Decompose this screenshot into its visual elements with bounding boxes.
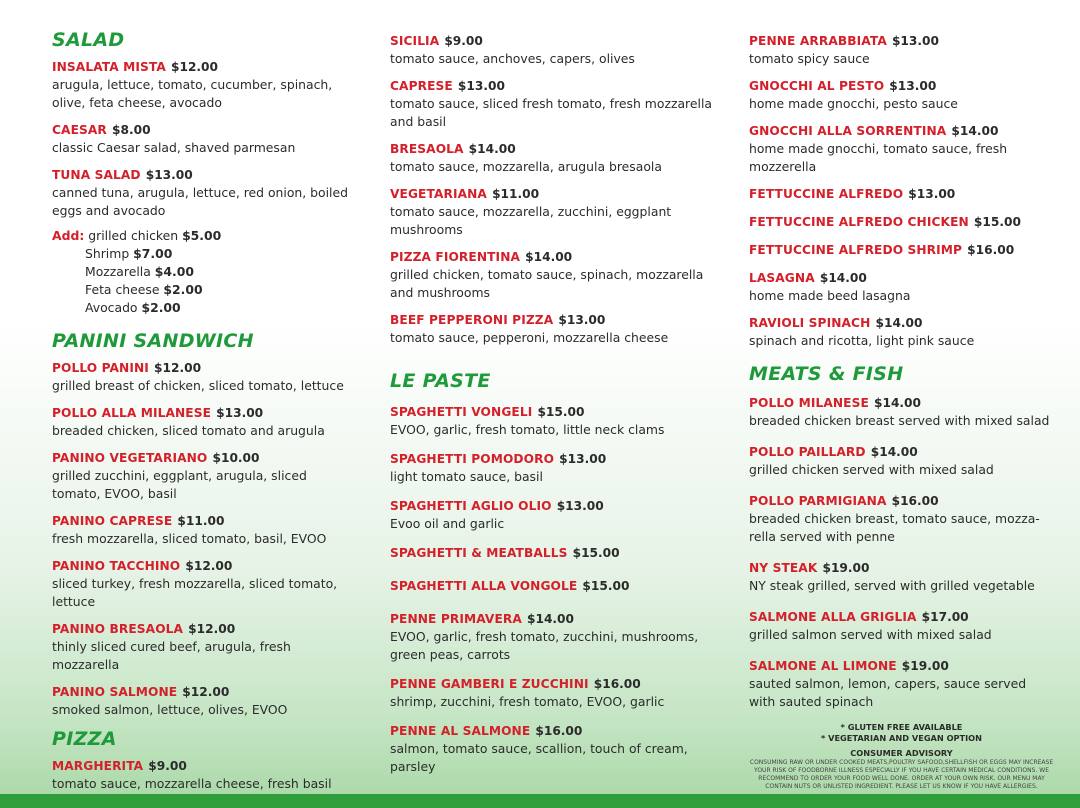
item-price: $19.00 — [822, 561, 870, 575]
menu-item — [390, 309, 720, 347]
item-name: PENNE AL SALMONE — [390, 724, 531, 738]
menu-item — [749, 75, 1054, 113]
menu-item — [52, 56, 352, 112]
addon-text: grilled chicken — [88, 228, 179, 243]
item-price: $8.00 — [112, 123, 151, 137]
menu-item — [749, 557, 1054, 595]
item-price: $14.00 — [873, 396, 922, 410]
menu-item — [390, 673, 720, 711]
item-description: grilled breast of chicken, sliced tomato, lettuce — [52, 378, 344, 393]
item-price: $13.00 — [559, 452, 607, 466]
top-strip — [0, 0, 1080, 6]
item-name: PANINO BRESAOLA — [52, 622, 184, 636]
addon-price: $7.00 — [133, 246, 173, 261]
menu-item — [52, 402, 352, 440]
menu-item — [390, 608, 720, 664]
item-name: GNOCCHI ALLA SORRENTINA — [749, 124, 947, 138]
item-name: RAVIOLI SPINACH — [749, 316, 871, 330]
menu-item — [749, 30, 1054, 68]
item-description: EVOO, garlic, fresh tomato, zucchini, mushrooms, green peas, carrots — [390, 629, 699, 662]
item-name: PIZZA FIORENTINA — [390, 250, 521, 264]
item-price: $13.00 — [216, 406, 264, 420]
section-title-le-paste: LE PASTE — [390, 370, 491, 392]
item-name: PANINO CAPRESE — [52, 514, 173, 528]
item-description: NY steak grilled, served with grilled vegetable — [749, 578, 1035, 593]
addon-price: $2.00 — [141, 300, 181, 315]
menu-item — [390, 138, 720, 176]
item-price: $16.00 — [535, 724, 583, 738]
item-price: $9.00 — [444, 34, 483, 48]
item-description: sliced turkey, fresh mozzarella, sliced tomato, lettuce — [52, 576, 338, 609]
item-price: $14.00 — [819, 271, 867, 285]
section-title-pizza: PIZZA — [52, 728, 117, 750]
menu-item — [749, 183, 1054, 203]
item-price: $15.00 — [537, 405, 585, 419]
menu-item — [749, 312, 1054, 350]
menu-item — [52, 618, 352, 674]
menu-item — [390, 401, 720, 439]
item-price: $14.00 — [951, 124, 999, 138]
consumer-advisory-title: CONSUMER ADVISORY — [850, 748, 953, 758]
item-description: grilled salmon served with mixed salad — [749, 627, 992, 642]
item-description: grilled chicken served with mixed salad — [749, 462, 994, 477]
menu-notes — [749, 722, 1054, 791]
item-name: VEGETARIANA — [390, 187, 487, 201]
item-name: PENNE ARRABBIATA — [749, 34, 887, 48]
item-price: $13.00 — [457, 79, 505, 93]
item-price: $14.00 — [875, 316, 923, 330]
consumer-advisory-text: CONSUMING RAW OR UNDER COOKED MEATS,POULTRY SAFOOD,SHELLFISH OR EGGS MAY INCREASE YOUR RISK OF FOODBORNE ILLNESS ESPECIALLY IF YOU HAVE CERTAIN MEDICAL CONDITIONS. WE RECOMMEND TO ORDER YOUR FOOD WELL DONE. ORDER AT YOUR OWN RISK. OUR MENU MAY CONTAIN NUTS OR UNLISTED INGREDIENT. PLEASE LET US KNOW IF YOU HAVE ALLERGIES. — [749, 759, 1054, 790]
salad-addons — [52, 227, 352, 317]
item-description: tomato sauce, sliced fresh tomato, fresh mozzarella and basil — [390, 96, 712, 129]
item-name: CAESAR — [52, 123, 107, 137]
item-name: POLLO PAILLARD — [749, 445, 866, 459]
menu-item — [52, 755, 352, 793]
item-price: $13.00 — [556, 499, 604, 513]
section-title-meats-fish: MEATS & FISH — [749, 363, 904, 385]
panini-list — [52, 357, 352, 719]
item-price: $12.00 — [188, 622, 236, 636]
item-price: $12.00 — [182, 685, 230, 699]
item-price: $13.00 — [908, 187, 956, 201]
item-price: $16.00 — [891, 494, 939, 508]
item-price: $11.00 — [177, 514, 225, 528]
item-description: salmon, tomato sauce, scallion, touch of cream, parsley — [390, 741, 688, 774]
bottom-band — [0, 794, 1080, 808]
menu-item — [749, 120, 1054, 176]
item-description: breaded chicken breast served with mixed salad — [749, 413, 1050, 428]
item-description: thinly sliced cured beef, arugula, fresh mozzarella — [52, 639, 291, 672]
addon-text: Avocado — [85, 300, 138, 315]
item-description: smoked salmon, lettuce, olives, EVOO — [52, 702, 288, 717]
item-description: tomato sauce, anchoves, capers, olives — [390, 51, 635, 66]
section-title-salad: SALAD — [52, 29, 125, 51]
item-name: CAPRESE — [390, 79, 453, 93]
item-description: shrimp, zucchini, fresh tomato, EVOO, garlic — [390, 694, 665, 709]
item-price: $12.00 — [154, 361, 202, 375]
gluten-free-note: * GLUTEN FREE AVAILABLE — [840, 722, 963, 732]
item-price: $16.00 — [593, 677, 641, 691]
menu-item — [749, 655, 1054, 711]
item-name: SPAGHETTI AGLIO OLIO — [390, 499, 552, 513]
item-name: SALMONE AL LIMONE — [749, 659, 897, 673]
menu-item — [390, 75, 720, 131]
item-price: $13.00 — [558, 313, 606, 327]
item-name: PENNE PRIMAVERA — [390, 612, 522, 626]
item-name: FETTUCCINE ALFREDO SHRIMP — [749, 243, 963, 257]
item-price: $9.00 — [148, 759, 187, 773]
pizza-list-continued — [390, 30, 720, 347]
section-title-panini: PANINI SANDWICH — [52, 330, 254, 352]
item-description: grilled chicken, tomato sauce, spinach, mozzarella and mushrooms — [390, 267, 704, 300]
item-price: $14.00 — [525, 250, 573, 264]
item-price: $16.00 — [967, 243, 1015, 257]
menu-item — [749, 239, 1054, 259]
item-name: PANINO SALMONE — [52, 685, 178, 699]
item-description: light tomato sauce, basil — [390, 469, 543, 484]
addon-price: $5.00 — [182, 228, 222, 243]
item-price: $13.00 — [145, 168, 193, 182]
item-description: tomato sauce, mozzarella cheese, fresh basil — [52, 776, 332, 791]
item-description: tomato spicy sauce — [749, 51, 870, 66]
item-price: $12.00 — [170, 60, 219, 74]
item-description: spinach and ricotta, light pink sauce — [749, 333, 975, 348]
item-name: BRESAOLA — [390, 142, 464, 156]
menu-item — [52, 164, 352, 220]
item-price: $19.00 — [901, 659, 949, 673]
item-price: $13.00 — [891, 34, 939, 48]
item-description: sauted salmon, lemon, capers, sauce served with sauted spinach — [749, 676, 1027, 709]
addon-text: Shrimp — [85, 246, 130, 261]
item-price: $10.00 — [212, 451, 260, 465]
addon-price: $2.00 — [163, 282, 203, 297]
item-name: LASAGNA — [749, 271, 815, 285]
item-description: tomato sauce, mozzarella, arugula bresaola — [390, 159, 662, 174]
item-name: NY STEAK — [749, 561, 818, 575]
menu-column-1 — [52, 20, 352, 800]
menu-item — [749, 392, 1054, 430]
item-name: POLLO PARMIGIANA — [749, 494, 887, 508]
item-description: tomato sauce, pepperoni, mozzarella cheese — [390, 330, 669, 345]
pasta-list-continued — [749, 30, 1054, 350]
item-price: $14.00 — [468, 142, 516, 156]
menu-item — [52, 681, 352, 719]
menu-item — [52, 357, 352, 395]
item-name: POLLO PANINI — [52, 361, 149, 375]
item-name: MARGHERITA — [52, 759, 144, 773]
item-price: $11.00 — [492, 187, 540, 201]
addon-price: $4.00 — [154, 264, 194, 279]
item-price: $14.00 — [526, 612, 575, 626]
item-name: FETTUCCINE ALFREDO CHICKEN — [749, 215, 969, 229]
item-name: SPAGHETTI & MEATBALLS — [390, 546, 568, 560]
item-name: PANINO TACCHINO — [52, 559, 181, 573]
menu-item — [390, 542, 720, 562]
pasta-list — [390, 401, 720, 776]
menu-item — [52, 447, 352, 503]
item-name: TUNA SALAD — [52, 168, 141, 182]
item-name: FETTUCCINE ALFREDO — [749, 187, 904, 201]
item-description: breaded chicken breast, tomato sauce, mozza-rella served with penne — [749, 511, 1040, 544]
item-description: home made gnocchi, pesto sauce — [749, 96, 958, 111]
item-name: GNOCCHI AL PESTO — [749, 79, 885, 93]
menu-column-2 — [390, 30, 720, 785]
item-description: tomato sauce, mozzarella, zucchini, eggplant mushrooms — [390, 204, 672, 237]
item-price: $15.00 — [582, 579, 630, 593]
menu-item — [749, 441, 1054, 479]
item-name: PANINO VEGETARIANO — [52, 451, 208, 465]
item-description: breaded chicken, sliced tomato and arugula — [52, 423, 325, 438]
menu-item — [749, 211, 1054, 231]
item-name: SPAGHETTI POMODORO — [390, 452, 555, 466]
menu-item — [390, 183, 720, 239]
item-name: INSALATA MISTA — [52, 60, 166, 74]
item-price: $13.00 — [889, 79, 937, 93]
menu-item — [749, 606, 1054, 644]
menu-item — [52, 119, 352, 157]
menu-item — [749, 267, 1054, 305]
menu-item — [52, 510, 352, 548]
item-description: classic Caesar salad, shaved parmesan — [52, 140, 296, 155]
item-price: $17.00 — [921, 610, 969, 624]
item-price: $15.00 — [572, 546, 620, 560]
item-price: $12.00 — [185, 559, 233, 573]
menu-item — [390, 575, 720, 595]
item-description: home made beed lasagna — [749, 288, 911, 303]
item-name: POLLO ALLA MILANESE — [52, 406, 212, 420]
menu-column-3 — [749, 30, 1054, 791]
salad-list — [52, 56, 352, 220]
item-name: POLLO MILANESE — [749, 396, 869, 410]
addon-text: Mozzarella — [85, 264, 151, 279]
pizza-list — [52, 755, 352, 793]
item-description: Evoo oil and garlic — [390, 516, 505, 531]
item-description: home made gnocchi, tomato sauce, fresh mozzerella — [749, 141, 1008, 174]
menu-item — [390, 448, 720, 486]
item-name: SPAGHETTI ALLA VONGOLE — [390, 579, 578, 593]
item-price: $14.00 — [870, 445, 918, 459]
item-description: arugula, lettuce, tomato, cucumber, spinach, olive, feta cheese, avocado — [52, 77, 333, 110]
item-name: SPAGHETTI VONGELI — [390, 405, 533, 419]
item-name: SALMONE ALLA GRIGLIA — [749, 610, 917, 624]
item-description: fresh mozzarella, sliced tomato, basil, EVOO — [52, 531, 327, 546]
meats-fish-list — [749, 392, 1054, 711]
addon-text: Feta cheese — [85, 282, 160, 297]
menu-item — [390, 30, 720, 68]
item-description: canned tuna, arugula, lettuce, red onion, boiled eggs and avocado — [52, 185, 348, 218]
menu-item — [390, 495, 720, 533]
item-price: $15.00 — [973, 215, 1021, 229]
item-description: grilled zucchini, eggplant, arugula, sliced tomato, EVOO, basil — [52, 468, 307, 501]
item-name: BEEF PEPPERONI PIZZA — [390, 313, 554, 327]
item-description: EVOO, garlic, fresh tomato, little neck clams — [390, 422, 665, 437]
menu-item — [390, 720, 720, 776]
menu-item — [390, 246, 720, 302]
item-name: PENNE GAMBERI E ZUCCHINI — [390, 677, 589, 691]
menu-item — [52, 555, 352, 611]
item-name: SICILIA — [390, 34, 440, 48]
menu-item — [749, 490, 1054, 546]
vegan-note: * VEGETARIAN AND VEGAN OPTION — [821, 733, 982, 743]
addons-label: Add: — [52, 228, 85, 243]
